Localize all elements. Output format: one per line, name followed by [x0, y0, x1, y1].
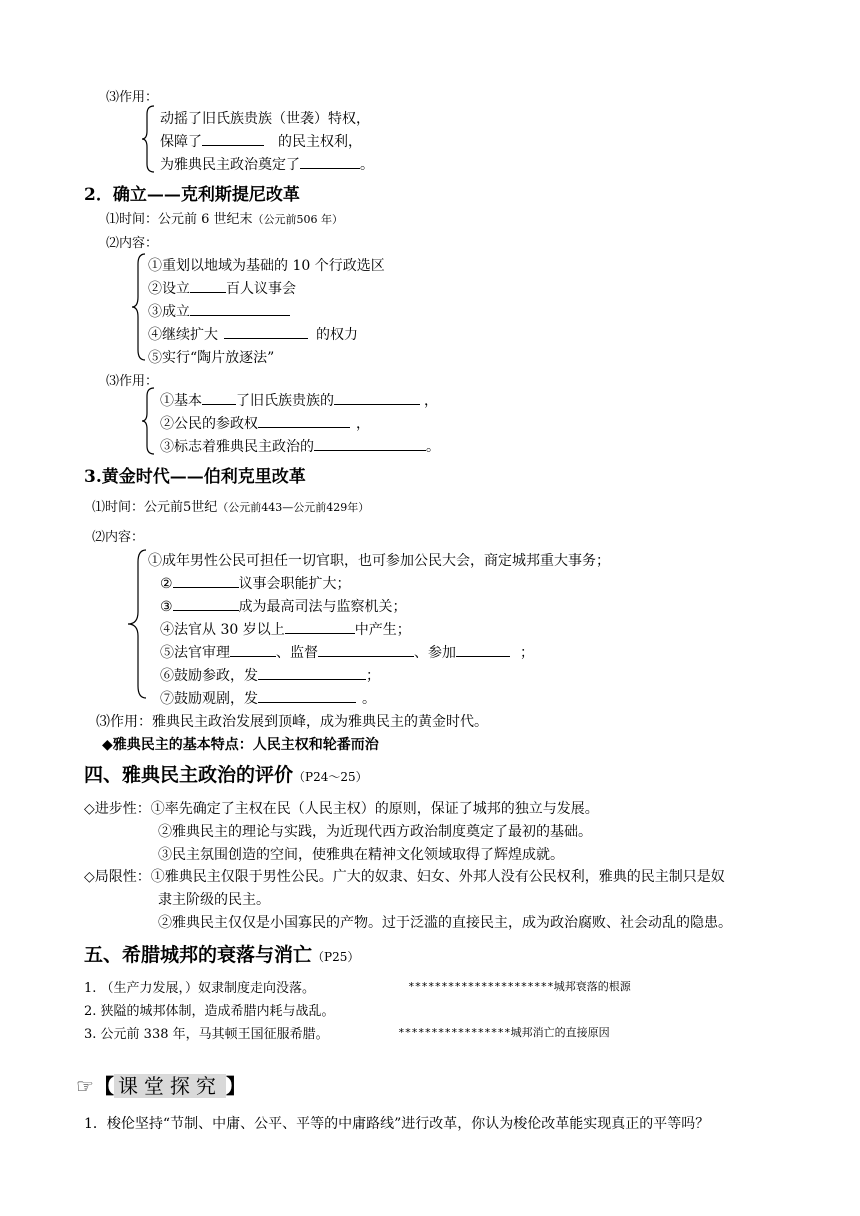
s2-brace	[130, 252, 148, 362]
s4-prog-2: ②雅典民主的理论与实践，为近现代西方政治制度奠定了最初的基础。	[158, 824, 592, 840]
s3-item-3: ③ 成为最高司法与监察机关；	[160, 599, 407, 615]
s2-item-2: ②设立 百人议事会	[148, 281, 296, 297]
s1-item-1: 动摇了旧氏族贵族（世袭）特权，	[160, 111, 370, 127]
pointing-hand-icon: ☞	[76, 1074, 94, 1098]
s3-item-1: ①成年男性公民可担任一切官职，也可参加公民大会，商定城邦重大事务；	[148, 553, 610, 569]
s2-item-3: ③成立	[148, 301, 290, 321]
s2-effect-brace	[140, 386, 158, 456]
s3-time: ⑴时间：公元前5世纪（公元前443—公元前429年）	[92, 500, 370, 515]
s1-effect-label: ⑶作用：	[106, 90, 159, 105]
s2-effect-1: ①基本 了旧氏族贵族的 ，	[160, 393, 438, 409]
s4-prog-1: ◇进步性：①率先确定了主权在民（人民主权）的原则，保证了城邦的独立与发展。	[84, 801, 599, 817]
s2-effect-3: ③标志着雅典民主政治的 。	[160, 439, 440, 455]
s2-content-label: ⑵内容：	[106, 236, 159, 251]
s3-effect: ⑶作用：雅典民主政治发展到顶峰，成为雅典民主的黄金时代。	[96, 714, 488, 730]
s5-item-3: 3. 公元前 338 年，马其顿王国征服希腊。	[84, 1027, 329, 1042]
s2-effect-label: ⑶作用：	[106, 374, 159, 389]
s4-lim-2: ②雅典民主仅仅是小国寡民的产物。过于泛滥的直接民主，成为政治腐败、社会动乱的隐患。	[158, 915, 732, 931]
s5-item-1: 1. （生产力发展，）奴隶制度走向没落。	[84, 981, 316, 996]
s3-item-6: ⑥鼓励参政，发 ；	[160, 668, 380, 684]
s3-item-7: ⑦鼓励观剧，发 。	[160, 691, 376, 707]
s5-heading: 五、希腊城邦的衰落与消亡（P25）	[84, 944, 360, 966]
s2-item-5: ⑤实行“陶片放逐法”	[148, 350, 275, 366]
s3-item-4: ④法官从 30 岁以上 中产生；	[160, 622, 411, 638]
explore-title: 课堂探究	[114, 1074, 226, 1098]
s3-feature: ◆雅典民主的基本特点：人民主权和轮番而治	[102, 737, 379, 753]
s4-lim-1: ◇局限性：①雅典民主仅限于男性公民。广大的奴隶、妇女、外邦人没有公民权利，雅典的民主制只是奴	[84, 869, 725, 885]
s5-item-3-note: *****************城邦消亡的直接原因	[398, 1026, 610, 1039]
s2-item-4: ④继续扩大 的权力	[148, 327, 358, 343]
s4-heading: 四、雅典民主政治的评价（P24～25）	[84, 764, 368, 786]
s1-brace	[140, 104, 158, 174]
s3-item-2: ② 议事会职能扩大；	[160, 576, 351, 592]
s1-item-3: 为雅典民主政治奠定了 。	[160, 157, 374, 173]
s2-item-1: ①重划以地域为基础的 10 个行政选区	[148, 258, 385, 274]
s5-item-1-note: **********************城邦衰落的根源	[408, 980, 631, 993]
s2-effect-2: ②公民的参政权 ，	[160, 416, 370, 432]
s3-title: 3.黄金时代——伯利克里改革	[84, 467, 306, 487]
s4-prog-3: ③民主氛围创造的空间，使雅典在精神文化领域取得了辉煌成就。	[158, 847, 564, 863]
s2-time: ⑴时间：公元前 6 世纪末（公元前506 年）	[106, 212, 344, 227]
explore-heading: ☞【 课堂探究 】	[76, 1074, 246, 1098]
explore-question-1: 1．梭伦坚持“节制、中庸、公平、平等的中庸路线”进行改革，你认为梭伦改革能实现真正的平等吗？	[84, 1116, 710, 1132]
s3-brace	[126, 548, 148, 700]
s2-title: 2．确立——克利斯提尼改革	[84, 185, 300, 205]
s5-item-2: 2. 狭隘的城邦体制，造成希腊内耗与战乱。	[84, 1004, 335, 1019]
s3-content-label: ⑵内容：	[92, 530, 145, 545]
s1-item-2: 保障了 的民主权利，	[160, 134, 362, 150]
s3-item-5: ⑤法官审理 、监督 、参加 ；	[160, 645, 534, 661]
s4-lim-1-cont: 隶主阶级的民主。	[158, 892, 270, 908]
